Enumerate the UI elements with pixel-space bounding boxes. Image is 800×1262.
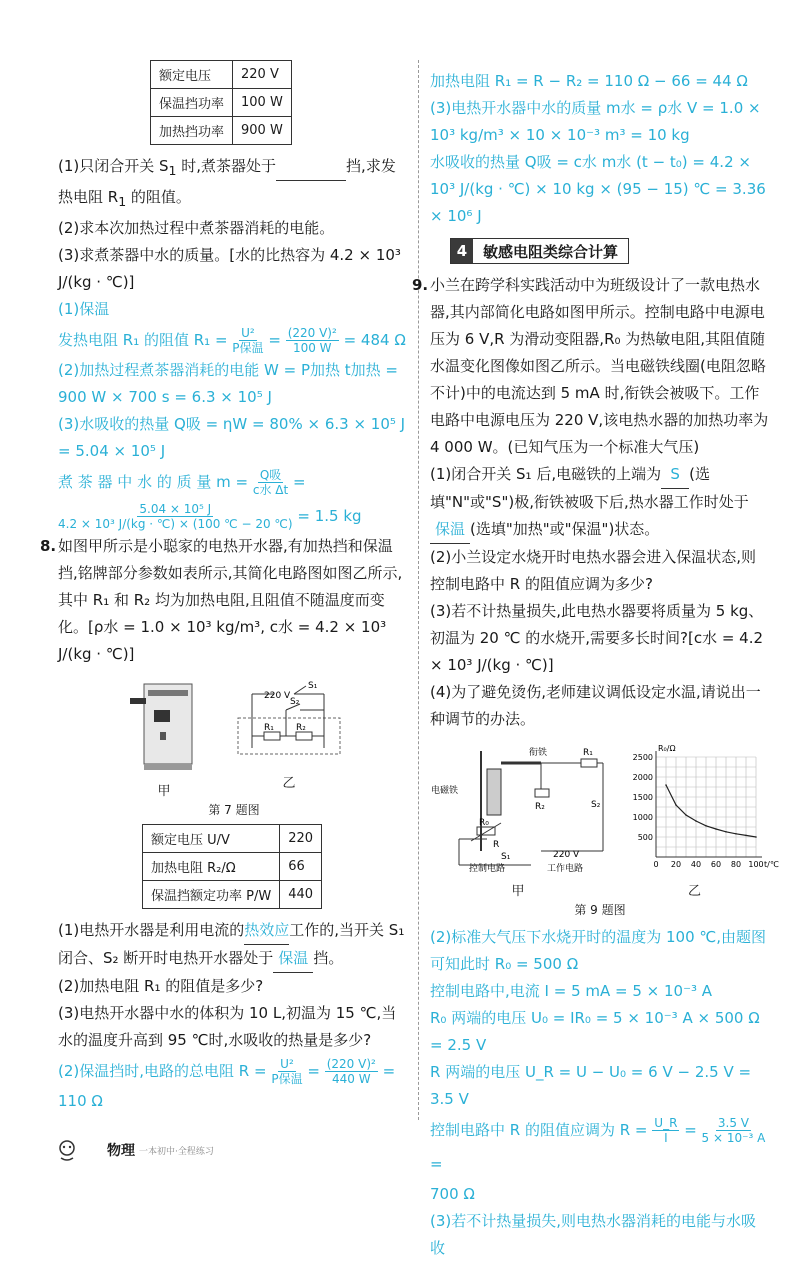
data-point (705, 825, 707, 827)
data-point (715, 828, 717, 830)
water-heater-spec-table (142, 824, 322, 909)
x-tick-label: 40 (690, 860, 701, 869)
thermistor-chart (620, 741, 779, 876)
table-row (151, 61, 292, 89)
data-point (745, 835, 747, 837)
right-column (412, 68, 779, 1262)
q8-stem: 8. 如图甲所示是小聪家的电热开水器,有加热挡和保温挡,铭牌部分参数如表所示,其简化电路图如图乙所示,其中 R₁ 和 R₂ 均为加热电阻,且阻值不随温度而变化。[ρ水 = 1.0 × 10³ kg/m³, c水 = 4.2 × 10³ J/(kg · ℃)] (40, 537, 403, 663)
table-cell: 额定电压 (151, 61, 233, 89)
armature-label: 衔铁 (528, 748, 547, 758)
x-tick-label: 80 (730, 860, 741, 869)
q8-figure (58, 676, 410, 799)
q9-circuit-diagram (431, 741, 606, 876)
q7-answer2: (2)加热过程煮茶器消耗的电能 W = P加热 t加热 = 900 W × 700 s = 6.3 × 10⁵ J (58, 361, 398, 406)
q8-answer2-result: 110 Ω (58, 1092, 103, 1110)
q9-answer2-b: 控制电路中,电流 I = 5 mA = 5 × 10⁻³ A (430, 982, 713, 1000)
footer-tag: 一本初中·全程练习 (139, 1146, 214, 1157)
answer-blank[interactable] (276, 153, 346, 181)
work-voltage-label: 220 V (552, 850, 579, 860)
q7-part2: (2)求本次加热过程中煮茶器消耗的电能。 (58, 219, 335, 237)
q8-circuit-diagram (234, 676, 344, 768)
section-header (450, 238, 629, 264)
x-tick-label: 20 (670, 860, 681, 869)
water-heater-figure (124, 676, 204, 799)
q8-answer3-mass: (3)电热开水器中水的质量 m水 = ρ水 V = 1.0 × 10³ kg/m³ × 10 × 10⁻³ m³ = 10 kg (430, 99, 761, 144)
table-row (143, 825, 322, 853)
control-circuit-label: 控制电路 (468, 864, 505, 874)
table-cell: 加热电阻 R₂/Ω (143, 853, 280, 881)
q8-circuit-figure (234, 676, 344, 799)
tea-maker-spec-table (150, 60, 292, 145)
q9-chart-figure (620, 741, 779, 899)
q7-part1: (1)只闭合开关 $S_1$ 时,煮茶器处于 挡,求发热电阻 $R_1$ 的阻值。 (58, 153, 410, 215)
y-tick-label: 2000 (632, 773, 653, 782)
figure-caption: 第 9 题图 (574, 903, 626, 917)
data-point (685, 814, 687, 816)
q7-answer3-calc: $\frac{\text{5.04 × 10⁵ J}}{\text{4.2 × 10³ J/(kg · ℃) × (100 ℃ − 20 ℃)}}$ = 1.5 kg (58, 502, 362, 531)
water-heater-icon (124, 676, 204, 776)
table-cell: 加热挡功率 (151, 117, 233, 145)
q9-part1: (1)闭合开关 S₁ 后,电磁铁的上端为 S (选填"N"或"S")极,衔铁被吸下后,热水器工作时处于保温 (选填"加热"或"保温")状态。 (430, 461, 770, 544)
q7-answer1: (1)保温 (58, 300, 110, 318)
q9-stem: 9. 小兰在跨学科实践活动中为班级设计了一款电热水器,其内部简化电路如图甲所示。控制电路中电源电压为 6 V,R 为滑动变阻器,R₀ 为热敏电阻,其阻值随水温变化图像如图乙所示。当电磁铁线圈(电阻忽略不计)中的电流达到 5 mA 时,衔铁会被吸下。工作电路中电源电压为 220 V,该电热水器的加热功率为 4 000 W。(已知气压为一个标准大气压) (412, 276, 769, 456)
mascot-icon (55, 1138, 79, 1162)
table-cell: 220 V (233, 61, 292, 89)
circuit-s2-label: S₂ (290, 697, 300, 707)
q8-part3: (3)电热开水器中水的体积为 10 L,初温为 15 ℃,当水的温度升高到 95 ℃时,水吸收的热量是多少? (58, 1004, 397, 1049)
column-divider (418, 60, 419, 1120)
y-tick-label: 500 (637, 833, 653, 842)
table-cell: 100 W (233, 89, 292, 117)
figure-label-left: 甲 (511, 884, 525, 899)
r-label: R (492, 840, 499, 850)
x-axis-label: t/℃ (763, 860, 779, 869)
q8-answer2-formula: (2)保温挡时,电路的总电阻 R = $\frac{\text{U²}}{\text{P保温}}$ = $\frac{\text{(220 V)²}}{440 W}$ = (58, 1057, 396, 1086)
table-cell: 保温挡额定功率 P/W (143, 881, 280, 909)
data-point (735, 833, 737, 835)
x-tick-label: 60 (710, 860, 721, 869)
footer-subject: 物理 (107, 1143, 135, 1159)
work-circuit-label: 工作电路 (546, 864, 583, 874)
figure-caption: 第 7 题图 (208, 803, 260, 817)
r1-label: R₁ (582, 748, 593, 758)
q9-answer2-e: 控制电路中 R 的阻值应调为 R = $\frac{U\_R}{I}$ = $\frac{3.5 V}{\text{5 × 10⁻³ A}}$ = (430, 1116, 766, 1173)
data-point (755, 836, 757, 838)
figure-label-right: 乙 (282, 776, 296, 791)
table-cell: 900 W (233, 117, 292, 145)
table-cell: 额定电压 U/V (143, 825, 280, 853)
answer-blank[interactable]: 热效应 (244, 917, 289, 945)
q7-part3: (3)求煮茶器中水的质量。[水的比热容为 4.2 × 10³ J/(kg · ℃)] (58, 246, 401, 291)
q9-answer2-f: 700 Ω (430, 1185, 475, 1203)
y-tick-label: 1500 (632, 793, 653, 802)
circuit-r2-label: R₂ (296, 723, 306, 733)
y-tick-label: 2500 (632, 753, 653, 762)
data-point (675, 804, 677, 806)
q9-part2: (2)小兰设定水烧开时电热水器会进入保温状态,则控制电路中 R 的阻值应调为多少? (430, 548, 757, 593)
figure-label-right: 乙 (687, 884, 701, 899)
q7-answer1-formula: 发热电阻 R₁ 的阻值 R₁ = $\frac{\text{U²}}{\text{P保温}}$ = $\frac{\text{(220 V)²}}{100 W}$ = 484 Ω (58, 326, 406, 355)
r2-label: R₂ (534, 802, 545, 812)
figure-label-left: 甲 (157, 784, 171, 799)
page-footer (55, 1138, 214, 1162)
q9-figure (430, 741, 779, 899)
series-line-r0 (666, 785, 756, 837)
table-cell: 保温挡功率 (151, 89, 233, 117)
answer-blank[interactable]: 保温 (430, 516, 470, 544)
x-tick-label: 0 (652, 860, 659, 869)
table-cell: 66 (280, 853, 322, 881)
s2-label: S₂ (590, 800, 600, 810)
answer-blank[interactable]: 保温 (273, 945, 313, 973)
y-axis-label: R₀/Ω (657, 744, 676, 753)
s1-label: S₁ (500, 852, 510, 862)
table-row (143, 853, 322, 881)
data-point (665, 784, 667, 786)
table-row (151, 89, 292, 117)
section-title: 敏感电阻类综合计算 (483, 242, 619, 261)
q8-answer3-heat: 水吸收的热量 Q吸 = c水 m水 (t − t₀) = 4.2 × 10³ J/(kg · ℃) × 10 kg × (95 − 15) ℃ = 3.36 × 10⁶ J (430, 153, 766, 225)
q7-answer3: (3)水吸收的热量 Q吸 = ηW = 80% × 6.3 × 10⁵ J = 5.04 × 10⁵ J (58, 415, 406, 460)
circuit-voltage-label: 220 V (264, 691, 291, 701)
q9-part4: (4)为了避免烫伤,老师建议调低设定水温,请说出一种调节的办法。 (430, 683, 761, 728)
q9-answer2-d: R 两端的电压 U_R = U − U₀ = 6 V − 2.5 V = 3.5 V (430, 1063, 752, 1108)
q8-part1: (1)电热开水器是利用电流的热效应工作的,当开关 S₁ 闭合、S₂ 断开时电热开水器处于 保温 挡。 (58, 917, 410, 973)
answer-blank[interactable]: S (661, 461, 689, 489)
q9-answer2-c: R₀ 两端的电压 U₀ = IR₀ = 5 × 10⁻³ A × 500 Ω = 2.5 V (430, 1009, 760, 1054)
table-cell: 440 (280, 881, 322, 909)
q8-answer2-r1: 加热电阻 R₁ = R − R₂ = 110 Ω − 66 = 44 Ω (430, 72, 748, 90)
q9-answer3: (3)若不计热量损失,则电热水器消耗的电能与水吸收 (430, 1212, 757, 1257)
circuit-r1-label: R₁ (264, 723, 274, 733)
left-column (40, 60, 410, 1115)
q9-part3: (3)若不计热量损失,此电热水器要将质量为 5 kg、初温为 20 ℃ 的水烧开,需要多长时间?[c水 = 4.2 × 10³ J/(kg · ℃)] (430, 602, 764, 674)
q7-answer3-mass: 煮 茶 器 中 水 的 质 量 m = $\frac{\text{Q吸}}{\text{c水 Δt}}$ = (58, 468, 306, 497)
x-tick-label: 100 (747, 860, 764, 869)
electromagnet-label: 电磁铁 (430, 786, 458, 796)
q9-answer2-a: (2)标准大气压下水烧开时的温度为 100 ℃,由题图可知此时 R₀ = 500 Ω (430, 928, 767, 973)
data-point (725, 831, 727, 833)
q8-part2: (2)加热电阻 R₁ 的阻值是多少? (58, 977, 264, 995)
data-point (695, 820, 697, 822)
y-tick-label: 1000 (632, 813, 653, 822)
table-row (143, 881, 322, 909)
table-cell: 220 (280, 825, 322, 853)
r0-label: R₀ (478, 818, 489, 828)
table-row (151, 117, 292, 145)
section-number: 4 (451, 239, 473, 263)
circuit-s1-label: S₁ (308, 681, 318, 691)
q9-circuit-figure (431, 741, 606, 899)
